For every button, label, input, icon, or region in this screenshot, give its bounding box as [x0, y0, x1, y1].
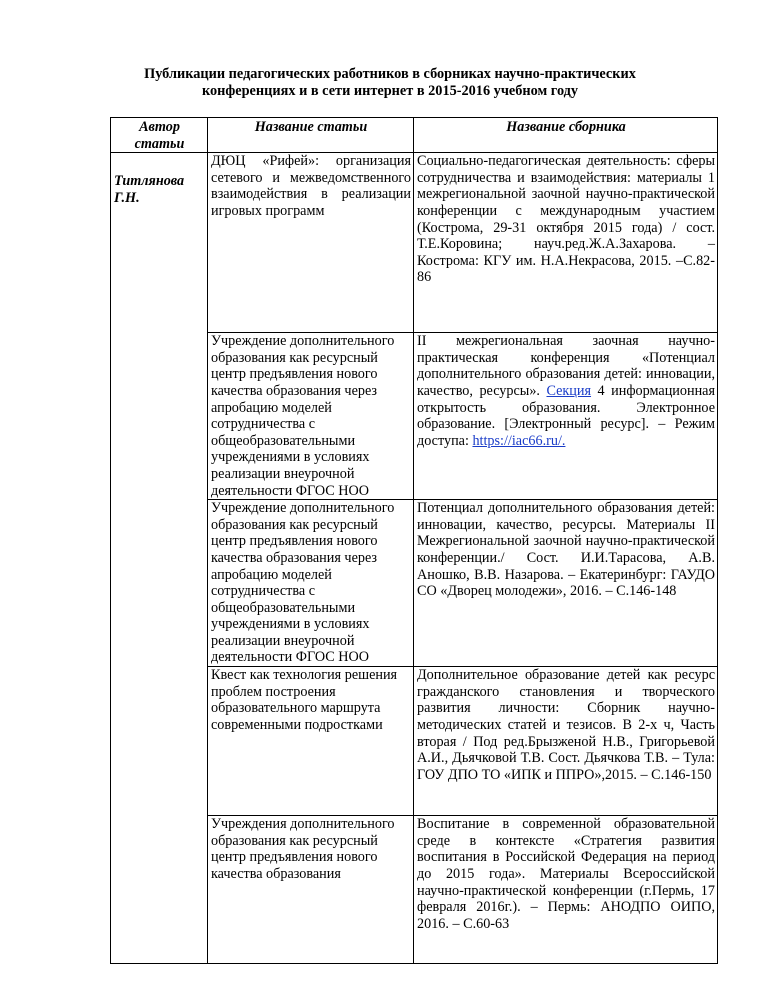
collection-cell [414, 333, 718, 500]
collection-cell: Потенциал дополнительного образования детей: инновации, качество, ресурсы. Материалы II Межрегиональной заочной научно-практической конференции./ Сост. И.И.Тарасова, А.В. Аношко, В.В. Назарова. – Екатеринбург: ГАУДО СО «Дворец молодежи», 2016. – С.146-148 [414, 500, 718, 667]
table-row [111, 153, 718, 333]
access-url-link[interactable]: https://iac66.ru/. [472, 432, 566, 449]
collection-cell: Дополнительное образование детей как ресурс гражданского становления и творческого развития личности: Сборник научно-методических статей и тезисов. В 2-х ч, Часть вторая / Под ред.Брызженой Н.В., Григорьевой А.И., Дьячковой Т.В. Сост. Дьячкова Т.В. – Тула: ГОУ ДПО ТО «ИПК и ППРО»,2015. – С.146-150 [414, 667, 718, 816]
article-title-cell: Квест как технология решения проблем построения образовательного маршрута современными подростками [208, 667, 414, 816]
header-author: Автор статьи [111, 118, 208, 153]
publications-table [110, 117, 718, 964]
collection-cell: Социально-педагогическая деятельность: сферы сотрудничества и взаимодействия: материалы 1 межрегиональной заочной научно-практической конференции с международным участием (Кострома, 29-31 октября 2015 года) / сост. Т.Е.Коровина; науч.ред.Ж.А.Захарова. – Кострома: КГУ им. Н.А.Некрасова, 2015. –С.82-86 [414, 153, 718, 333]
article-title-cell: Учреждение дополнительного образования как ресурсный центр предъявления нового качества образования через апробацию моделей сотрудничества с общеобразовательными учреждениями в условиях реализации внеурочной деятельности ФГОС НОО [208, 500, 414, 667]
collection-cell: Воспитание в современной образовательной среде в контексте «Стратегия развития воспитания в Российской Федерация на период до 2015 года». Материалы Всероссийской научно-практической конференции (г.Пермь, 17 февраля 2016г.). – Пермь: АНОДПО ОИПО, 2016. – С.60-63 [414, 816, 718, 964]
article-title-cell: Учреждения дополнительного образования как ресурсный центр предъявления нового качества образования [208, 816, 414, 964]
header-collection: Название сборника [414, 118, 718, 153]
collection-text-part: II межрегиональная заочная научно-практическая конференция «Потенциал дополнительного образования детей: инновации, качество, ресурсы». [417, 333, 715, 399]
author-cell: Титлянова Г.Н. [111, 153, 208, 964]
section-link[interactable]: Секция [546, 382, 592, 399]
header-article: Название статьи [208, 118, 414, 153]
collection-text-part: 4 информационная открытость образования. Электронное образование. [Электронный ресурс]. – Режим доступа: [417, 382, 715, 449]
title-line-2: конференциях и в сети интернет в 2015-2016 учебном году [201, 83, 579, 99]
title-line-1: Публикации педагогических работников в сборниках научно-практических [144, 66, 636, 82]
article-title-cell: Учреждение дополнительного образования как ресурсный центр предъявления нового качества образования через апробацию моделей сотрудничества с общеобразовательными учреждениями в условиях реализации внеурочной деятельности ФГОС НОО [208, 333, 414, 500]
article-title-cell: ДЮЦ «Рифей»: организация сетевого и межведомственного взаимодействия в реализации игровых программ [208, 153, 414, 333]
table-header-row [111, 118, 718, 153]
document-title [100, 66, 680, 100]
